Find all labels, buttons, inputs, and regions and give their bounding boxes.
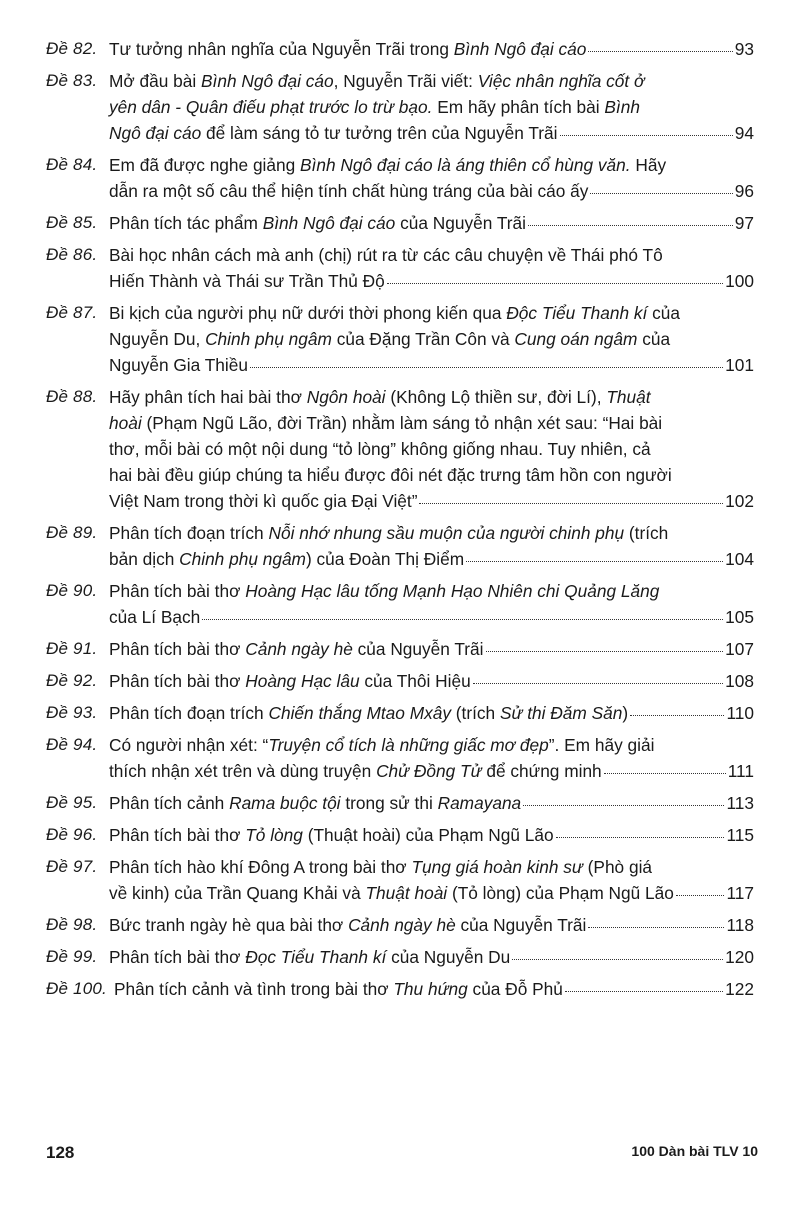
- plain-text: Hãy: [630, 155, 667, 175]
- toc-entry: [46, 636, 754, 662]
- italic-title-text: Tỏ lòng: [245, 825, 303, 845]
- plain-text: của Nguyễn Du: [386, 947, 511, 967]
- italic-title-text: Chử Đồng Tử: [376, 761, 482, 781]
- plain-text: Hiến Thành và Thái sư Trần Thủ Độ: [109, 271, 385, 291]
- entry-title: [109, 242, 754, 294]
- plain-text: Mở đầu bài: [109, 71, 202, 91]
- entry-page-number: 97: [734, 213, 754, 233]
- plain-text: (trích: [624, 523, 669, 543]
- entry-line-text: [109, 326, 670, 352]
- entry-line-text: [109, 854, 652, 880]
- toc-entry: [46, 152, 754, 204]
- entry-title: [109, 210, 754, 236]
- dot-leader: [588, 921, 724, 928]
- entry-line: [109, 210, 754, 236]
- entry-line: [109, 700, 754, 726]
- dot-leader: [630, 709, 724, 716]
- entry-label: Đề 90.: [46, 581, 98, 600]
- plain-text: Phân tích cảnh và tình trong bài thơ: [114, 979, 394, 999]
- dot-leader: [387, 277, 723, 284]
- entry-title: [109, 912, 754, 938]
- entry-line-text: [109, 668, 471, 694]
- entry-line-text: [109, 152, 666, 178]
- entry-label: Đề 98.: [46, 915, 98, 934]
- italic-title-text: Ngô đại cáo: [109, 123, 202, 143]
- italic-title-text: Thuật hoài: [365, 883, 448, 903]
- entry-line: [109, 732, 754, 758]
- plain-text: thích nhận xét trên và dùng truyện: [109, 761, 377, 781]
- entry-line-text: [109, 546, 464, 572]
- italic-title-text: Ngôn hoài: [306, 387, 386, 407]
- entry-line-text: [109, 758, 602, 784]
- entry-label: Đề 100.: [46, 979, 107, 998]
- dot-leader: [560, 129, 733, 136]
- italic-title-text: Chiến thắng Mtao Mxây: [268, 703, 451, 723]
- dot-leader: [588, 45, 732, 52]
- entry-page-number: 102: [725, 491, 754, 511]
- entry-title: [109, 68, 754, 146]
- plain-text: Việt Nam trong thời kì quốc gia Đại Việt”: [109, 491, 418, 511]
- entry-line-text: [109, 300, 680, 326]
- entry-line-text: [109, 822, 554, 848]
- toc-entry: [46, 700, 754, 726]
- toc-entry: [46, 790, 754, 816]
- entry-line: [109, 758, 754, 784]
- plain-text: (Thuật hoài) của Phạm Ngũ Lão: [302, 825, 554, 845]
- dot-leader: [528, 219, 733, 226]
- entry-page-number: 113: [726, 793, 754, 813]
- entry-line-text: [109, 268, 385, 294]
- plain-text: Phân tích bài thơ: [109, 581, 246, 601]
- toc-entry: [46, 854, 754, 906]
- italic-title-text: Bình: [604, 97, 640, 117]
- entry-line: [109, 854, 754, 880]
- italic-title-text: Cảnh ngày hè: [348, 915, 456, 935]
- plain-text: Phân tích đoạn trích: [109, 703, 269, 723]
- italic-title-text: Truyện cổ tích là những giấc mơ đẹp: [268, 735, 549, 755]
- entry-line-text: [109, 700, 628, 726]
- dot-leader: [466, 555, 723, 562]
- dot-leader: [250, 361, 723, 368]
- entry-title: [114, 976, 754, 1002]
- dot-leader: [473, 677, 723, 684]
- entry-label: Đề 96.: [46, 825, 98, 844]
- entry-line-text: [109, 732, 654, 758]
- entry-page-number: 118: [726, 915, 754, 935]
- entry-line-text: [109, 880, 674, 906]
- entry-line: [109, 36, 754, 62]
- entry-label: Đề 83.: [46, 71, 98, 90]
- entry-line: [109, 546, 754, 572]
- plain-text: của Lí Bạch: [109, 607, 201, 627]
- entry-label: Đề 91.: [46, 639, 98, 658]
- plain-text: Phân tích hào khí Đông A trong bài thơ: [109, 857, 412, 877]
- entry-label: Đề 89.: [46, 523, 98, 542]
- plain-text: Phân tích cảnh: [109, 793, 230, 813]
- dot-leader: [419, 497, 723, 504]
- italic-title-text: Độc Tiểu Thanh kí: [506, 303, 648, 323]
- dot-leader: [556, 831, 725, 838]
- entry-title: [109, 300, 754, 378]
- toc-entry: [46, 300, 754, 378]
- dot-leader: [604, 767, 726, 774]
- entry-page-number: 111: [727, 761, 754, 781]
- entry-title: [109, 790, 754, 816]
- entry-label: Đề 87.: [46, 303, 98, 322]
- italic-title-text: Ramayana: [437, 793, 522, 813]
- entry-page-number: 115: [726, 825, 754, 845]
- entry-title: [109, 152, 754, 204]
- entry-title: [109, 732, 754, 784]
- entry-line-text: [109, 242, 663, 268]
- entry-label: Đề 97.: [46, 857, 98, 876]
- italic-title-text: Đọc Tiểu Thanh kí: [245, 947, 387, 967]
- entry-line: [109, 326, 754, 352]
- plain-text: Phân tích bài thơ: [109, 671, 246, 691]
- plain-text: (Phạm Ngũ Lão, đời Trần) nhằm làm sáng tỏ nhận xét sau: “Hai bài: [141, 413, 663, 433]
- entry-page-number: 94: [734, 123, 754, 143]
- plain-text: của Thôi Hiệu: [359, 671, 471, 691]
- entry-line-text: [109, 604, 200, 630]
- plain-text: hai bài đều giúp chúng ta hiểu được đôi nét đặc trưng tâm hồn con người: [109, 465, 672, 485]
- entry-line: [109, 636, 754, 662]
- entry-label: Đề 85.: [46, 213, 98, 232]
- plain-text: Nguyễn Gia Thiều: [109, 355, 248, 375]
- entry-line-text: [109, 636, 484, 662]
- entry-title: [109, 700, 754, 726]
- plain-text: bản dịch: [109, 549, 180, 569]
- entry-line-text: [109, 488, 417, 514]
- toc-entry: [46, 384, 754, 514]
- entry-line-text: [109, 68, 644, 94]
- italic-title-text: Bình Ngô đại cáo: [201, 71, 334, 91]
- entry-line: [109, 668, 754, 694]
- plain-text: của: [647, 303, 680, 323]
- plain-text: ”. Em hãy giải: [548, 735, 655, 755]
- page-number: 128: [46, 1143, 75, 1162]
- entry-page-number: 105: [725, 607, 754, 627]
- entry-line: [109, 352, 754, 378]
- entry-line: [109, 384, 754, 410]
- entry-label: Đề 92.: [46, 671, 98, 690]
- entry-line: [109, 822, 754, 848]
- italic-title-text: Cung oán ngâm: [514, 329, 638, 349]
- plain-text: của: [637, 329, 671, 349]
- entry-page-number: 117: [726, 883, 754, 903]
- plain-text: để chứng minh: [481, 761, 602, 781]
- entry-line: [109, 520, 754, 546]
- plain-text: của Đặng Trần Côn và: [331, 329, 515, 349]
- entry-page-number: 120: [725, 947, 754, 967]
- entry-line: [109, 436, 754, 462]
- entry-line-text: [114, 976, 563, 1002]
- entry-line-text: [109, 178, 588, 204]
- dot-leader: [590, 187, 732, 194]
- italic-title-text: Thu hứng: [393, 979, 468, 999]
- entry-line: [109, 242, 754, 268]
- plain-text: của Đỗ Phủ: [467, 979, 563, 999]
- italic-title-text: Tụng giá hoàn kinh sư: [411, 857, 583, 877]
- toc-entry: [46, 668, 754, 694]
- plain-text: của Nguyễn Trãi: [352, 639, 484, 659]
- plain-text: để làm sáng tỏ tư tưởng trên của Nguyễn Trãi: [201, 123, 558, 143]
- italic-title-text: Việc nhân nghĩa cốt ở: [477, 71, 645, 91]
- entry-title: [109, 636, 754, 662]
- entry-line-text: [109, 790, 521, 816]
- dot-leader: [202, 613, 723, 620]
- toc-entry: [46, 242, 754, 294]
- entry-page-number: 101: [725, 355, 754, 375]
- toc-entry: [46, 944, 754, 970]
- plain-text: (Phò giá: [582, 857, 653, 877]
- plain-text: của Nguyễn Trãi: [395, 213, 526, 233]
- italic-title-text: Cảnh ngày hè: [245, 639, 353, 659]
- plain-text: Phân tích đoạn trích: [109, 523, 269, 543]
- entry-page-number: 107: [725, 639, 754, 659]
- plain-text: thơ, mỗi bài có một nội dung “tỏ lòng” không giống nhau. Tuy nhiên, cả: [109, 439, 651, 459]
- entry-line: [109, 152, 754, 178]
- entry-title: [109, 822, 754, 848]
- entry-page-number: 122: [725, 979, 754, 999]
- entry-line: [109, 462, 754, 488]
- italic-title-text: Bình Ngô đại cáo: [262, 213, 396, 233]
- entry-line: [109, 410, 754, 436]
- entry-line-text: [109, 520, 668, 546]
- entry-title: [109, 854, 754, 906]
- entry-line-text: [109, 410, 662, 436]
- entry-line: [109, 604, 754, 630]
- italic-title-text: Thuật: [606, 387, 651, 407]
- entry-page-number: 108: [725, 671, 754, 691]
- entry-title: [109, 944, 754, 970]
- entry-line: [109, 120, 754, 146]
- entry-line-text: [109, 384, 651, 410]
- entry-page-number: 96: [734, 181, 754, 201]
- entry-line-text: [109, 210, 526, 236]
- entry-line: [109, 488, 754, 514]
- toc-entry: [46, 912, 754, 938]
- italic-title-text: Hoàng Hạc lâu tống Mạnh Hạo Nhiên chi Quảng Lăng: [245, 581, 660, 601]
- plain-text: ): [622, 703, 629, 723]
- plain-text: (Tỏ lòng) của Phạm Ngũ Lão: [447, 883, 674, 903]
- italic-title-text: Bình Ngô đại cáo là áng thiên cổ hùng văn.: [300, 155, 631, 175]
- plain-text: Có người nhận xét: “: [109, 735, 269, 755]
- plain-text: , Nguyễn Trãi viết:: [333, 71, 478, 91]
- dot-leader: [523, 799, 724, 806]
- entry-line: [109, 268, 754, 294]
- entry-label: Đề 99.: [46, 947, 98, 966]
- plain-text: Tư tưởng nhân nghĩa của Nguyễn Trãi trong: [109, 39, 454, 59]
- entry-line-text: [109, 578, 659, 604]
- entry-title: [109, 36, 754, 62]
- entry-line: [109, 68, 754, 94]
- entry-label: Đề 93.: [46, 703, 98, 722]
- entry-line: [114, 976, 754, 1002]
- italic-title-text: hoài: [109, 413, 142, 433]
- toc-entry: [46, 36, 754, 62]
- table-of-contents: [46, 36, 754, 1008]
- italic-title-text: Rama buộc tội: [229, 793, 341, 813]
- entry-page-number: 110: [726, 703, 754, 723]
- plain-text: Phân tích bài thơ: [109, 825, 246, 845]
- entry-line-text: [109, 36, 586, 62]
- entry-line-text: [109, 944, 510, 970]
- entry-line-text: [109, 352, 248, 378]
- entry-line-text: [109, 120, 558, 146]
- toc-entry: [46, 68, 754, 146]
- dot-leader: [486, 645, 724, 652]
- entry-page-number: 104: [725, 549, 754, 569]
- plain-text: Phân tích bài thơ: [109, 947, 246, 967]
- entry-title: [109, 668, 754, 694]
- entry-line: [109, 178, 754, 204]
- plain-text: dẫn ra một số câu thể hiện tính chất hùng tráng của bài cáo ấy: [109, 181, 589, 201]
- entry-line: [109, 790, 754, 816]
- plain-text: (trích: [451, 703, 500, 723]
- italic-title-text: Nỗi nhớ nhung sầu muộn của người chinh phụ: [268, 523, 625, 543]
- plain-text: (Không Lộ thiền sư, đời Lí),: [385, 387, 607, 407]
- entry-label: Đề 94.: [46, 735, 98, 754]
- plain-text: Phân tích bài thơ: [109, 639, 246, 659]
- entry-title: [109, 384, 754, 514]
- toc-entry: [46, 210, 754, 236]
- plain-text: trong sử thi: [340, 793, 438, 813]
- entry-page-number: 93: [734, 39, 754, 59]
- entry-label: Đề 95.: [46, 793, 98, 812]
- entry-line: [109, 944, 754, 970]
- plain-text: về kinh) của Trần Quang Khải và: [109, 883, 366, 903]
- entry-line-text: [109, 436, 651, 462]
- toc-entry: [46, 578, 754, 630]
- entry-title: [109, 578, 754, 630]
- plain-text: Bức tranh ngày hè qua bài thơ: [109, 915, 349, 935]
- italic-title-text: Chinh phụ ngâm: [205, 329, 332, 349]
- plain-text: Phân tích tác phẩm: [109, 213, 263, 233]
- entry-page-number: 100: [725, 271, 754, 291]
- entry-line-text: [109, 462, 672, 488]
- entry-line-text: [109, 94, 640, 120]
- entry-label: Đề 88.: [46, 387, 98, 406]
- plain-text: ) của Đoàn Thị Điểm: [305, 549, 465, 569]
- entry-line: [109, 912, 754, 938]
- italic-title-text: Sử thi Đăm Săn: [499, 703, 623, 723]
- toc-entry: [46, 822, 754, 848]
- italic-title-text: yên dân - Quân điếu phạt trước lo trừ bạo.: [109, 97, 433, 117]
- plain-text: Bài học nhân cách mà anh (chị) rút ra từ các câu chuyện về Thái phó Tô: [109, 245, 663, 265]
- plain-text: Hãy phân tích hai bài thơ: [109, 387, 307, 407]
- plain-text: Nguyễn Du,: [109, 329, 206, 349]
- italic-title-text: Bình Ngô đại cáo: [453, 39, 587, 59]
- entry-label: Đề 84.: [46, 155, 98, 174]
- entry-label: Đề 82.: [46, 39, 98, 58]
- toc-entry: [46, 732, 754, 784]
- dot-leader: [676, 889, 725, 896]
- entry-label: Đề 86.: [46, 245, 98, 264]
- plain-text: Em hãy phân tích bài: [432, 97, 605, 117]
- plain-text: Bi kịch của người phụ nữ dưới thời phong kiến qua: [109, 303, 507, 323]
- italic-title-text: Hoàng Hạc lâu: [245, 671, 360, 691]
- entry-title: [109, 520, 754, 572]
- entry-line: [109, 94, 754, 120]
- entry-line-text: [109, 912, 586, 938]
- plain-text: Em đã được nghe giảng: [109, 155, 301, 175]
- dot-leader: [565, 985, 723, 992]
- toc-entry: [46, 520, 754, 572]
- dot-leader: [512, 953, 723, 960]
- plain-text: của Nguyễn Trãi: [455, 915, 587, 935]
- entry-line: [109, 578, 754, 604]
- entry-line: [109, 880, 754, 906]
- entry-line: [109, 300, 754, 326]
- toc-entry: [46, 976, 754, 1002]
- italic-title-text: Chinh phụ ngâm: [179, 549, 306, 569]
- book-title: 100 Dàn bài TLV 10: [631, 1143, 758, 1159]
